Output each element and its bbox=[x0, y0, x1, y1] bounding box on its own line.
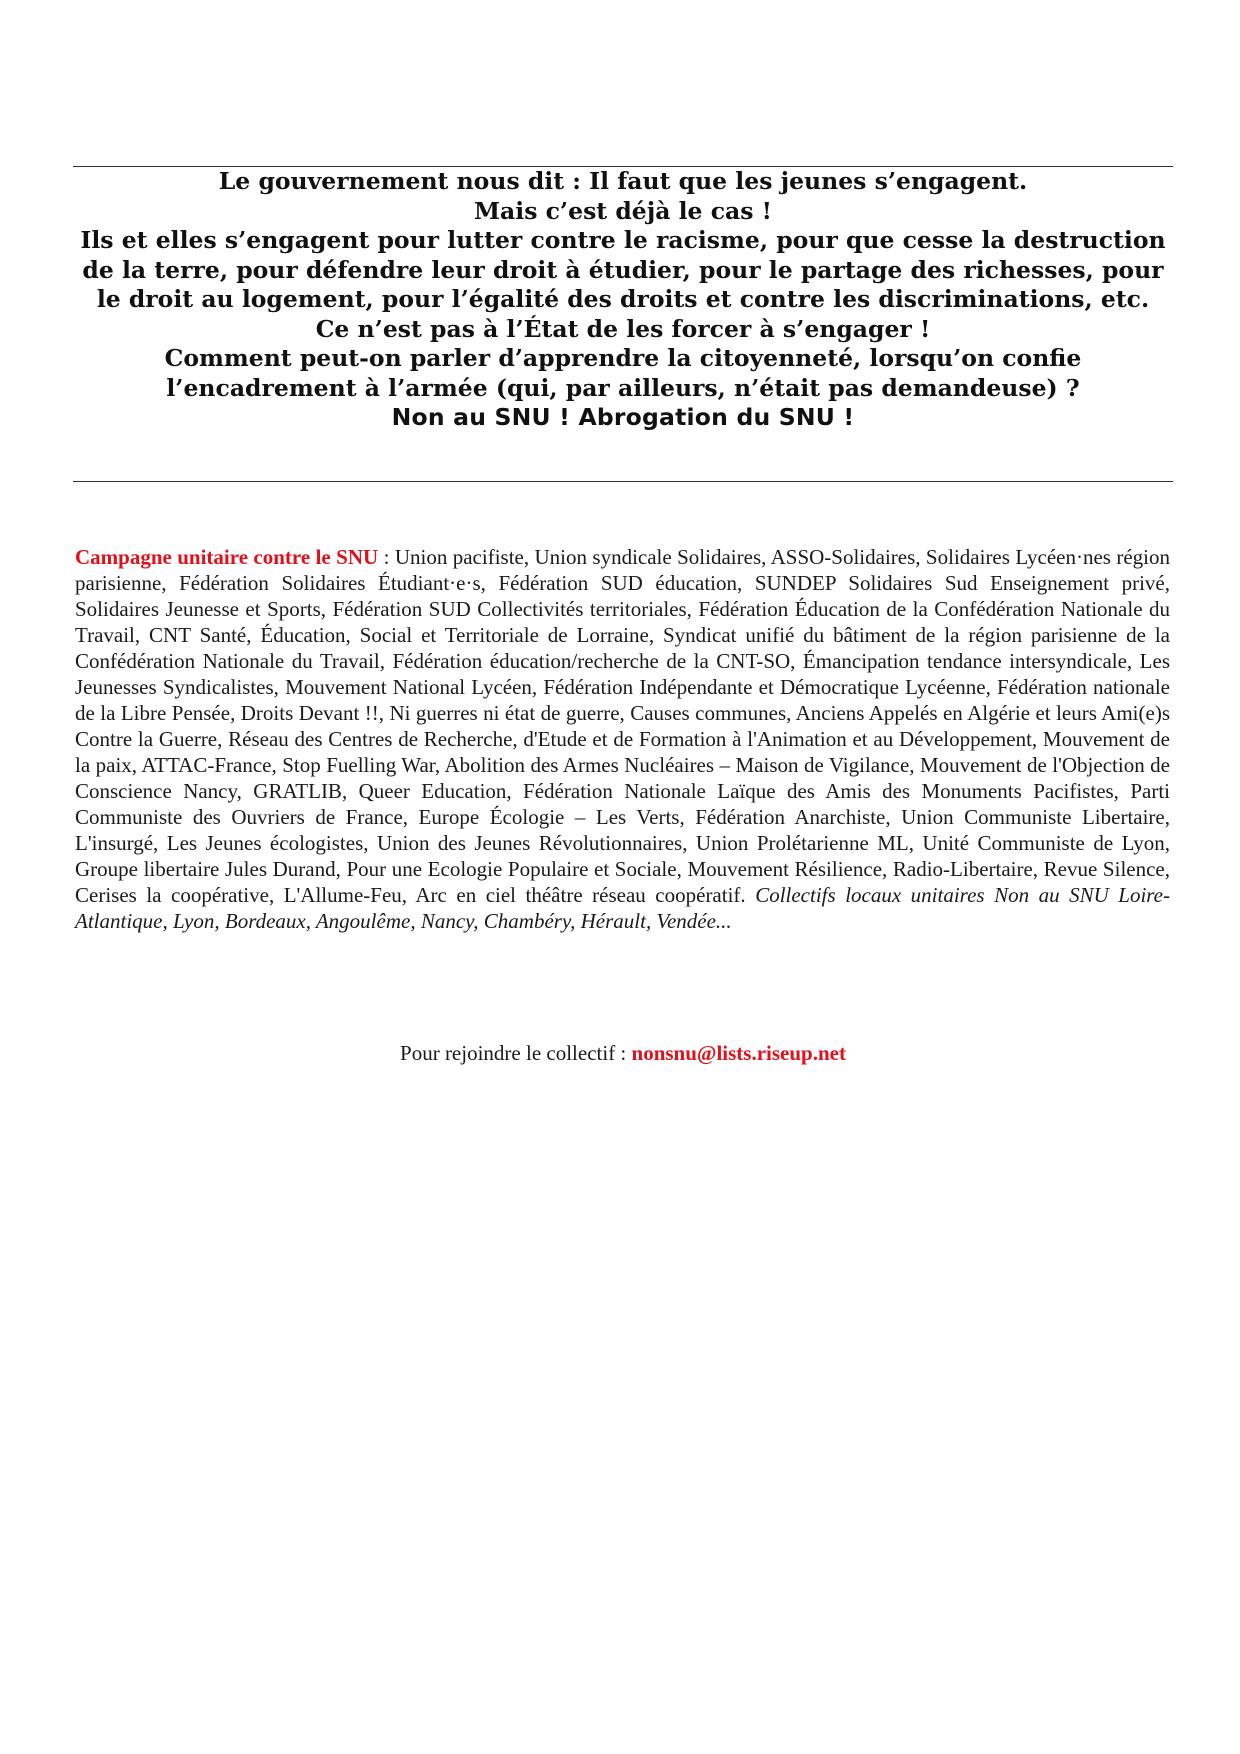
campaign-signatories bbox=[75, 544, 1170, 934]
question-line-1: Comment peut-on parler d’apprendre la citoyenneté, lorsqu’on confie bbox=[164, 344, 1082, 372]
statement-intro bbox=[73, 167, 1173, 226]
statement-engagement bbox=[73, 226, 1173, 344]
local-collectives: Collectifs locaux unitaires Non au SNU Loire-Atlantique, Lyon, Bordeaux, Angoulême, Nancy, Chambéry, Hérault, Vendée... bbox=[75, 883, 1170, 933]
join-email-link[interactable]: nonsnu@lists.riseup.net bbox=[631, 1041, 846, 1065]
slogan: Non au SNU ! Abrogation du SNU ! bbox=[391, 403, 855, 431]
campaign-label: Campagne unitaire contre le SNU bbox=[75, 545, 379, 569]
statement-box bbox=[73, 166, 1173, 482]
join-text: Pour rejoindre le collectif : bbox=[400, 1041, 632, 1065]
join-line bbox=[73, 1040, 1173, 1066]
engagement-line-3: le droit au logement, pour l’égalité des droits et contre les discriminations, etc. bbox=[96, 285, 1150, 313]
intro-line-2: Mais c’est déjà le cas ! bbox=[474, 196, 772, 225]
question-line-2: l’encadrement à l’armée (qui, par ailleurs, n’était pas demandeuse) ? bbox=[166, 373, 1080, 402]
engagement-line-2: de la terre, pour défendre leur droit à étudier, pour le partage des richesses, pour bbox=[82, 255, 1164, 284]
statement-question bbox=[73, 344, 1173, 403]
engagement-line-4: Ce n’est pas à l’État de les forcer à s’engager ! bbox=[315, 314, 931, 343]
intro-line-1: Le gouvernement nous dit : Il faut que les jeunes s’engagent. bbox=[218, 167, 1028, 195]
campaign-members: : Union pacifiste, Union syndicale Solidaires, ASSO-Solidaires, Solidaires Lycéen·nes région parisienne, Fédération Solidaires Étudiant·e·s, Fédération SUD éducation, SUNDEP Solidaires Sud Enseignement privé, Solidaires Jeunesse et Sports, Fédération SUD Collectivités territoriales, Fédération Éducation de la Confédération Nationale du Travail, CNT Santé, Éducation, Social et Territoriale de Lorraine, Syndicat unifié du bâtiment de la région parisienne de la Confédération Nationale du Travail, Fédération éducation/recherche de la CNT-SO, Émancipation tendance intersyndicale, Les Jeunesses Syndicalistes, Mouvement National Lycéen, Fédération Indépendante et Démocratique Lycéenne, Fédération nationale de la Libre Pensée, Droits Devant !!, Ni guerres ni état de guerre, Causes communes, Anciens Appelés en Algérie et leurs Ami(e)s Contre la Guerre, Réseau des Centres de Recherche, d'Etude et de Formation à l'Animation et au Développement, Mouvement de la paix, ATTAC-France, Stop Fuelling War, Abolition des Armes Nucléaires – Maison de Vigilance, Mouvement de l'Objection de Conscience Nancy, GRATLIB, Queer Education, Fédération Nationale Laïque des Amis des Monuments Pacifistes, Parti Communiste des Ouvriers de France, Europe Écologie – Les Verts, Fédération Anarchiste, Union Communiste Libertaire, L'insurgé, Les Jeunes écologistes, Union des Jeunes Révolutionnaires, Union Prolétarienne ML, Unité Communiste de Lyon, Groupe libertaire Jules Durand, Pour une Ecologie Populaire et Sociale, Mouvement Résilience, Radio-Libertaire, Revue Silence, Cerises la coopérative, L'Allume-Feu, Arc en ciel théâtre réseau coopératif. bbox=[75, 545, 1171, 907]
engagement-line-1: Ils et elles s’engagent pour lutter contre le racisme, pour que cesse la destruction bbox=[80, 226, 1166, 254]
